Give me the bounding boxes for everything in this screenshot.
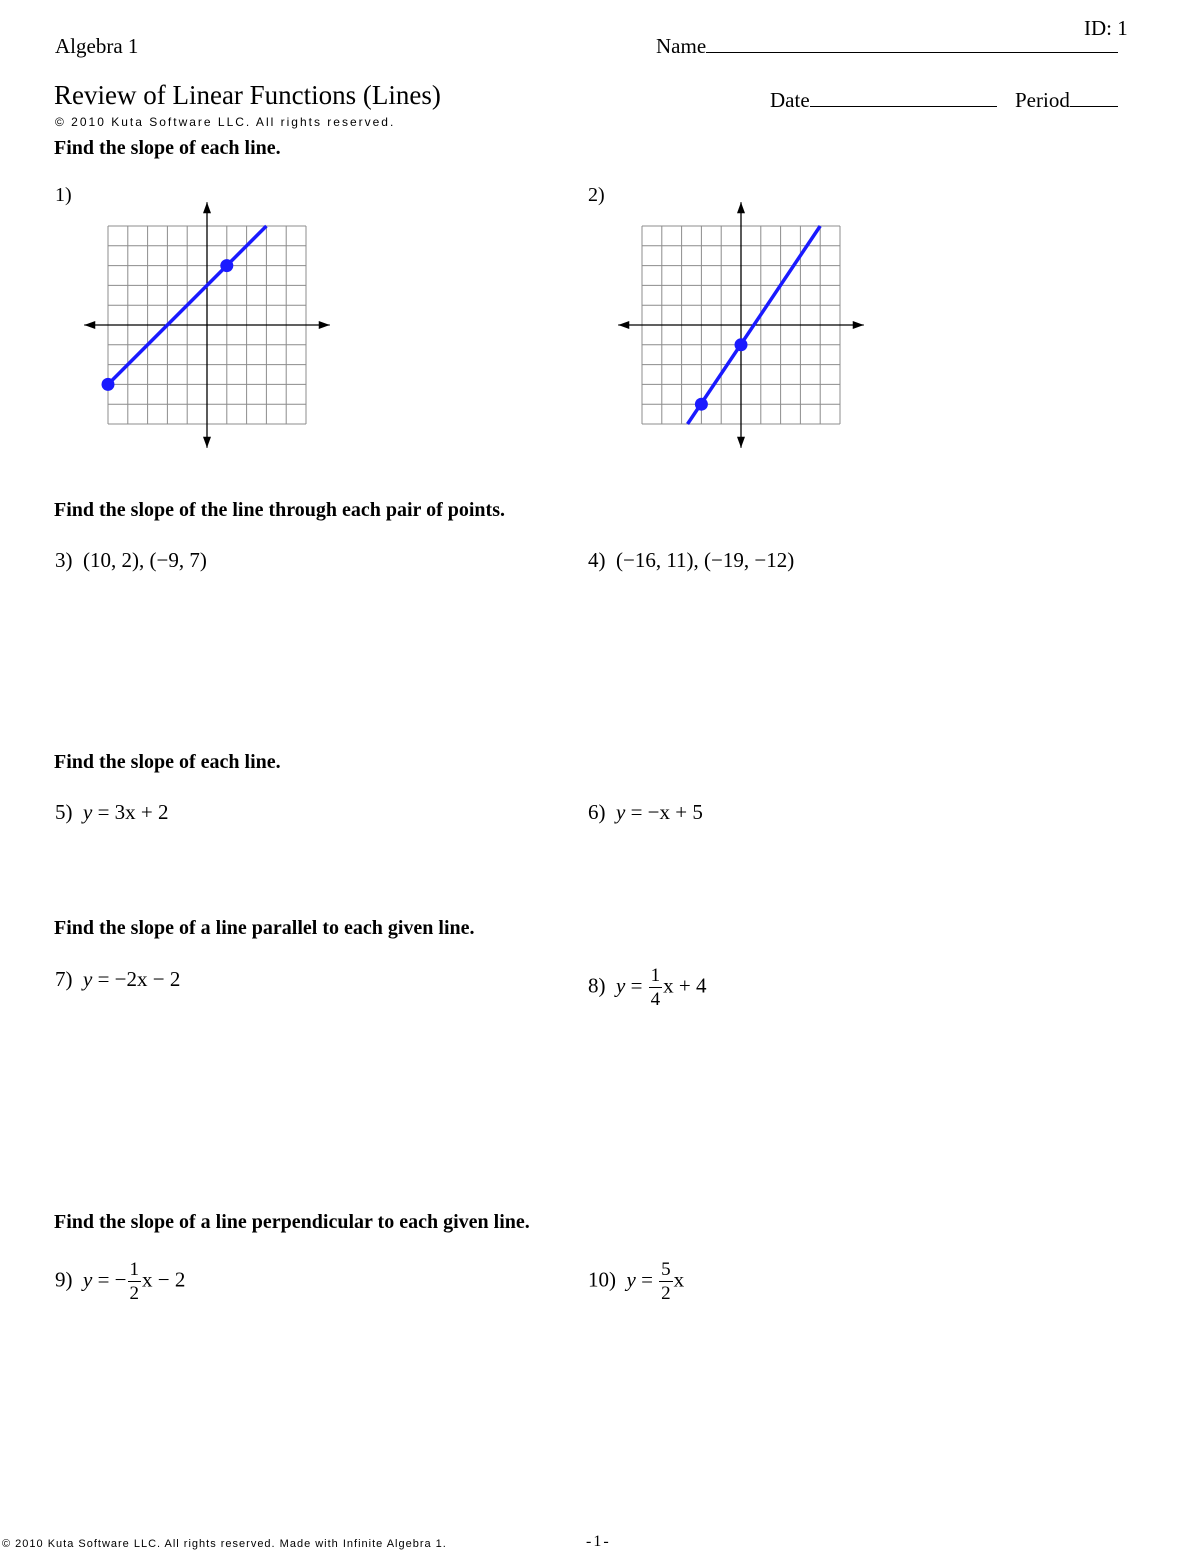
problem-6 (588, 800, 703, 825)
problem-4-number: 4) (588, 548, 606, 572)
period-field[interactable] (1015, 88, 1118, 113)
problem-6-rhs: = −x + 5 (625, 800, 703, 824)
section-heading-1: Find the slope of each line. (54, 137, 281, 159)
problem-8-denominator: 4 (650, 989, 661, 1010)
page-number: -1- (586, 1533, 611, 1550)
problem-7 (55, 967, 180, 992)
problem-8-eq: = (625, 973, 648, 998)
problem-10-fraction (659, 1260, 673, 1303)
graph2-arrow-right-icon (853, 321, 864, 329)
problem-3 (55, 548, 207, 573)
graph2-arrow-down-icon (737, 437, 745, 448)
course-name: Algebra 1 (55, 34, 139, 58)
problem-9-denominator: 2 (129, 1283, 140, 1304)
graph1-arrow-up-icon (203, 202, 211, 213)
header-copyright: © 2010 Kuta Software LLC. All rights reserved. (55, 115, 396, 129)
problem-10-eq: = (635, 1267, 659, 1292)
name-field[interactable] (656, 34, 1118, 59)
id-label: ID: 1 (1084, 16, 1128, 40)
name-label: Name (656, 34, 707, 58)
problem-8-number: 8) (588, 973, 606, 998)
graph2-point (695, 398, 708, 411)
graph1-point (102, 378, 115, 391)
problem-5-number: 5) (55, 800, 73, 824)
problem-8 (588, 966, 707, 1009)
problem-6-lhs: y (616, 800, 626, 824)
graph1-arrow-right-icon (319, 321, 330, 329)
problem-5 (55, 800, 169, 825)
period-blank[interactable] (1070, 106, 1118, 107)
date-label: Date (770, 88, 810, 112)
graph2-point (735, 338, 748, 351)
section-heading-2: Find the slope of the line through each pair of points. (54, 499, 505, 521)
problem-9-tail: x − 2 (142, 1267, 186, 1292)
problem-10-numerator: 5 (661, 1259, 671, 1280)
problem-10-denominator: 2 (661, 1283, 671, 1304)
section-heading-4: Find the slope of a line parallel to each given line. (54, 917, 475, 939)
graph2-arrow-up-icon (737, 202, 745, 213)
problem-4-points: (−16, 11), (−19, −12) (616, 548, 795, 572)
footer-copyright: © 2010 Kuta Software LLC. All rights reserved. Made with Infinite Algebra 1. (2, 1538, 447, 1550)
problem-4 (588, 548, 794, 573)
problem-8-numerator: 1 (650, 965, 661, 986)
problem-9-fraction (128, 1260, 142, 1303)
problem-3-points: (10, 2), (−9, 7) (83, 548, 207, 572)
problem-8-fraction (649, 966, 663, 1009)
graph-problem-2 (609, 195, 874, 460)
graph2-arrow-left-icon (618, 321, 629, 329)
problem-9-numerator: 1 (129, 1259, 140, 1280)
problem-6-number: 6) (588, 800, 606, 824)
date-blank[interactable] (810, 106, 997, 107)
problem-10-lhs: y (626, 1267, 636, 1292)
graph1-arrow-down-icon (203, 437, 211, 448)
period-label: Period (1015, 88, 1070, 112)
problem-9-eq: = − (92, 1267, 127, 1292)
page-title: Review of Linear Functions (Lines) (54, 80, 441, 110)
problem-7-lhs: y (83, 967, 93, 991)
problem-8-tail: x + 4 (663, 973, 707, 998)
problem-3-number: 3) (55, 548, 73, 572)
problem-9-number: 9) (55, 1267, 73, 1292)
problem-2-number: 2) (588, 184, 605, 206)
problem-5-lhs: y (83, 800, 93, 824)
graph-problem-1 (75, 195, 340, 460)
problem-7-number: 7) (55, 967, 73, 991)
graph1-arrow-left-icon (84, 321, 95, 329)
problem-8-lhs: y (616, 973, 626, 998)
problem-7-rhs: = −2x − 2 (92, 967, 181, 991)
section-heading-5: Find the slope of a line perpendicular to each given line. (54, 1211, 530, 1233)
section-heading-3: Find the slope of each line. (54, 751, 281, 773)
problem-10-tail: x (673, 1267, 685, 1292)
problem-9-lhs: y (83, 1267, 93, 1292)
name-blank[interactable] (706, 52, 1118, 53)
problem-1-number: 1) (55, 184, 72, 206)
problem-9 (55, 1260, 185, 1303)
problem-5-rhs: = 3x + 2 (92, 800, 169, 824)
problem-10 (588, 1260, 684, 1303)
date-field[interactable] (770, 88, 997, 113)
graph1-point (220, 259, 233, 272)
problem-10-number: 10) (588, 1267, 616, 1292)
